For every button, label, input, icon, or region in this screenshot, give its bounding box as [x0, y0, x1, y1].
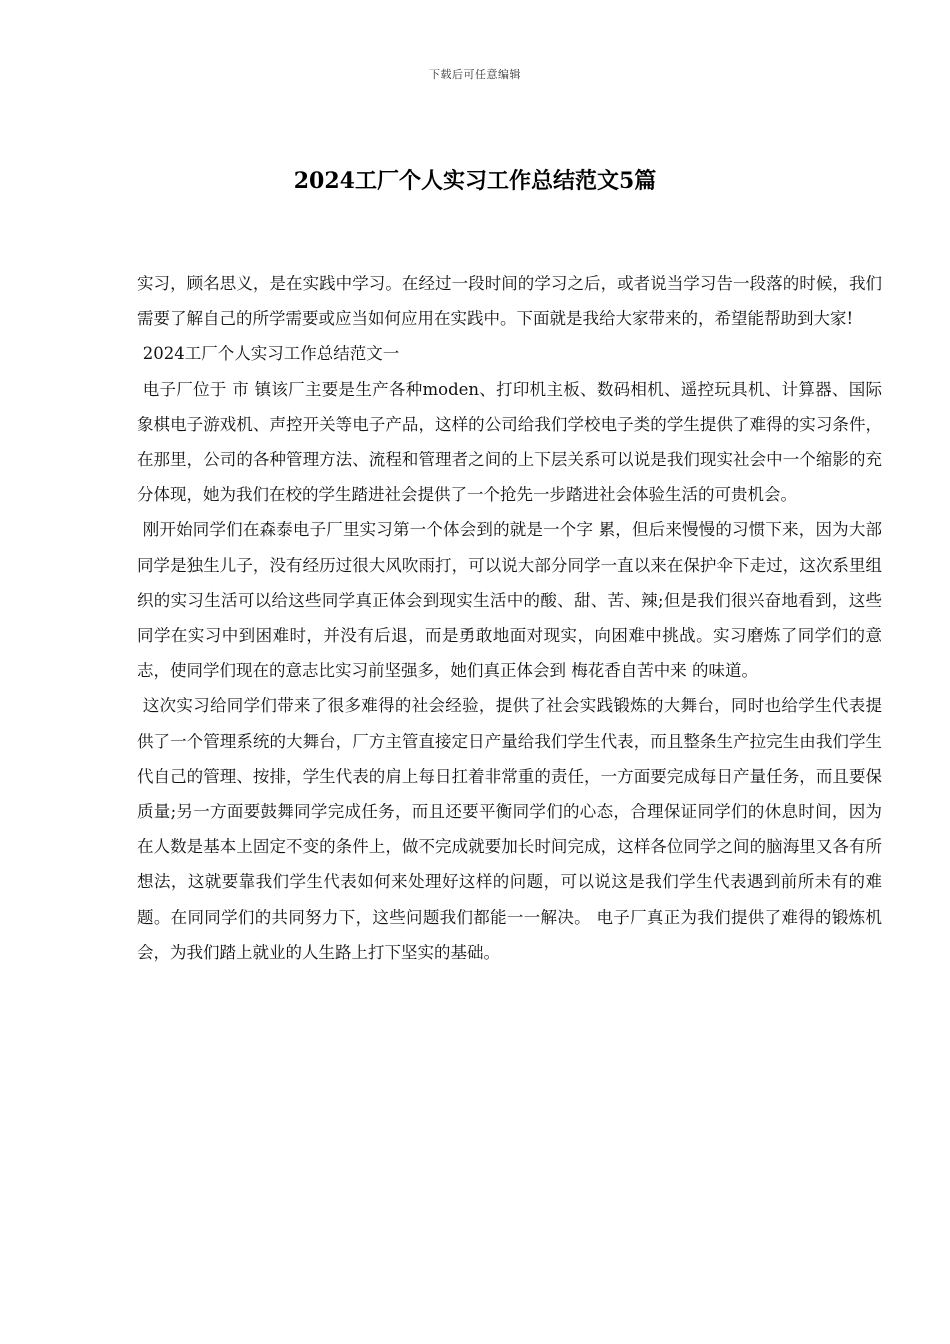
body-paragraph-2: 刚开始同学们在森泰电子厂里实习第一个体会到的就是一个字 累，但后来慢慢的习惯下来，因为大部同学是独生儿子，没有经历过很大风吹雨打，可以说大部分同学一直以来在保护伞下走过，这次系里组织的实习生活可以给这些同学真正体会到现实生活中的酸、甜、苦、辣;但是我们很兴奋地看到，这些同学在实习中到困难时，并没有后退，而是勇敢地面对现实，向困难中挑战。实习磨炼了同学们的意志，使同学们现在的意志比实习前坚强多，她们真正体会到 梅花香自苦中来 的味道。: [137, 520, 882, 681]
intro-paragraph: 实习，顾名思义，是在实践中学习。在经过一段时间的学习之后，或者说当学习告一段落的时候，我们需要了解自己的所学需要或应当如何应用在实践中。下面就是我给大家带来的，希望能帮助到大家!: [137, 274, 882, 329]
header-note: 下载后可任意编辑: [429, 68, 521, 81]
document-body: [137, 266, 882, 970]
body-paragraph-3: 这次实习给同学们带来了很多难得的社会经验，提供了社会实践锻炼的大舞台，同时也给学生代表提供了一个管理系统的大舞台，厂方主管直接定日产量给我们学生代表，而且整条生产拉完生由我们学生代自己的管理、按排，学生代表的肩上每日扛着非常重的责任，一方面要完成每日产量任务，而且要保质量;另一方面要鼓舞同学完成任务，而且还要平衡同学们的心态，合理保证同学们的休息时间，因为在人数是基本上固定不变的条件上，做不完成就要加长时间完成，这样各位同学之间的脑海里又各有所想法，这就要靠我们学生代表如何来处理好这样的问题，可以说这是我们学生代表遇到前所未有的难题。在同同学们的共同努力下，这些问题我们都能一一解决。 电子厂真正为我们提供了难得的锻炼机会，为我们踏上就业的人生路上打下坚实的基础。: [137, 696, 882, 962]
body-paragraph-1: 电子厂位于 市 镇该厂主要是生产各种moden、打印机主板、数码相机、遥控玩具机、计算器、国际象棋电子游戏机、声控开关等电子产品，这样的公司给我们学校电子类的学生提供了难得的实习条件，在那里，公司的各种管理方法、流程和管理者之间的上下层关系可以说是我们现实社会中一个缩影的充分体现，她为我们在校的学生踏进社会提供了一个抢先一步踏进社会体验生活的可贵机会。: [137, 379, 882, 505]
section-heading: 2024工厂个人实习工作总结范文一: [142, 344, 400, 364]
document-title: 2024工厂个人实习工作总结范文5篇: [293, 168, 657, 194]
